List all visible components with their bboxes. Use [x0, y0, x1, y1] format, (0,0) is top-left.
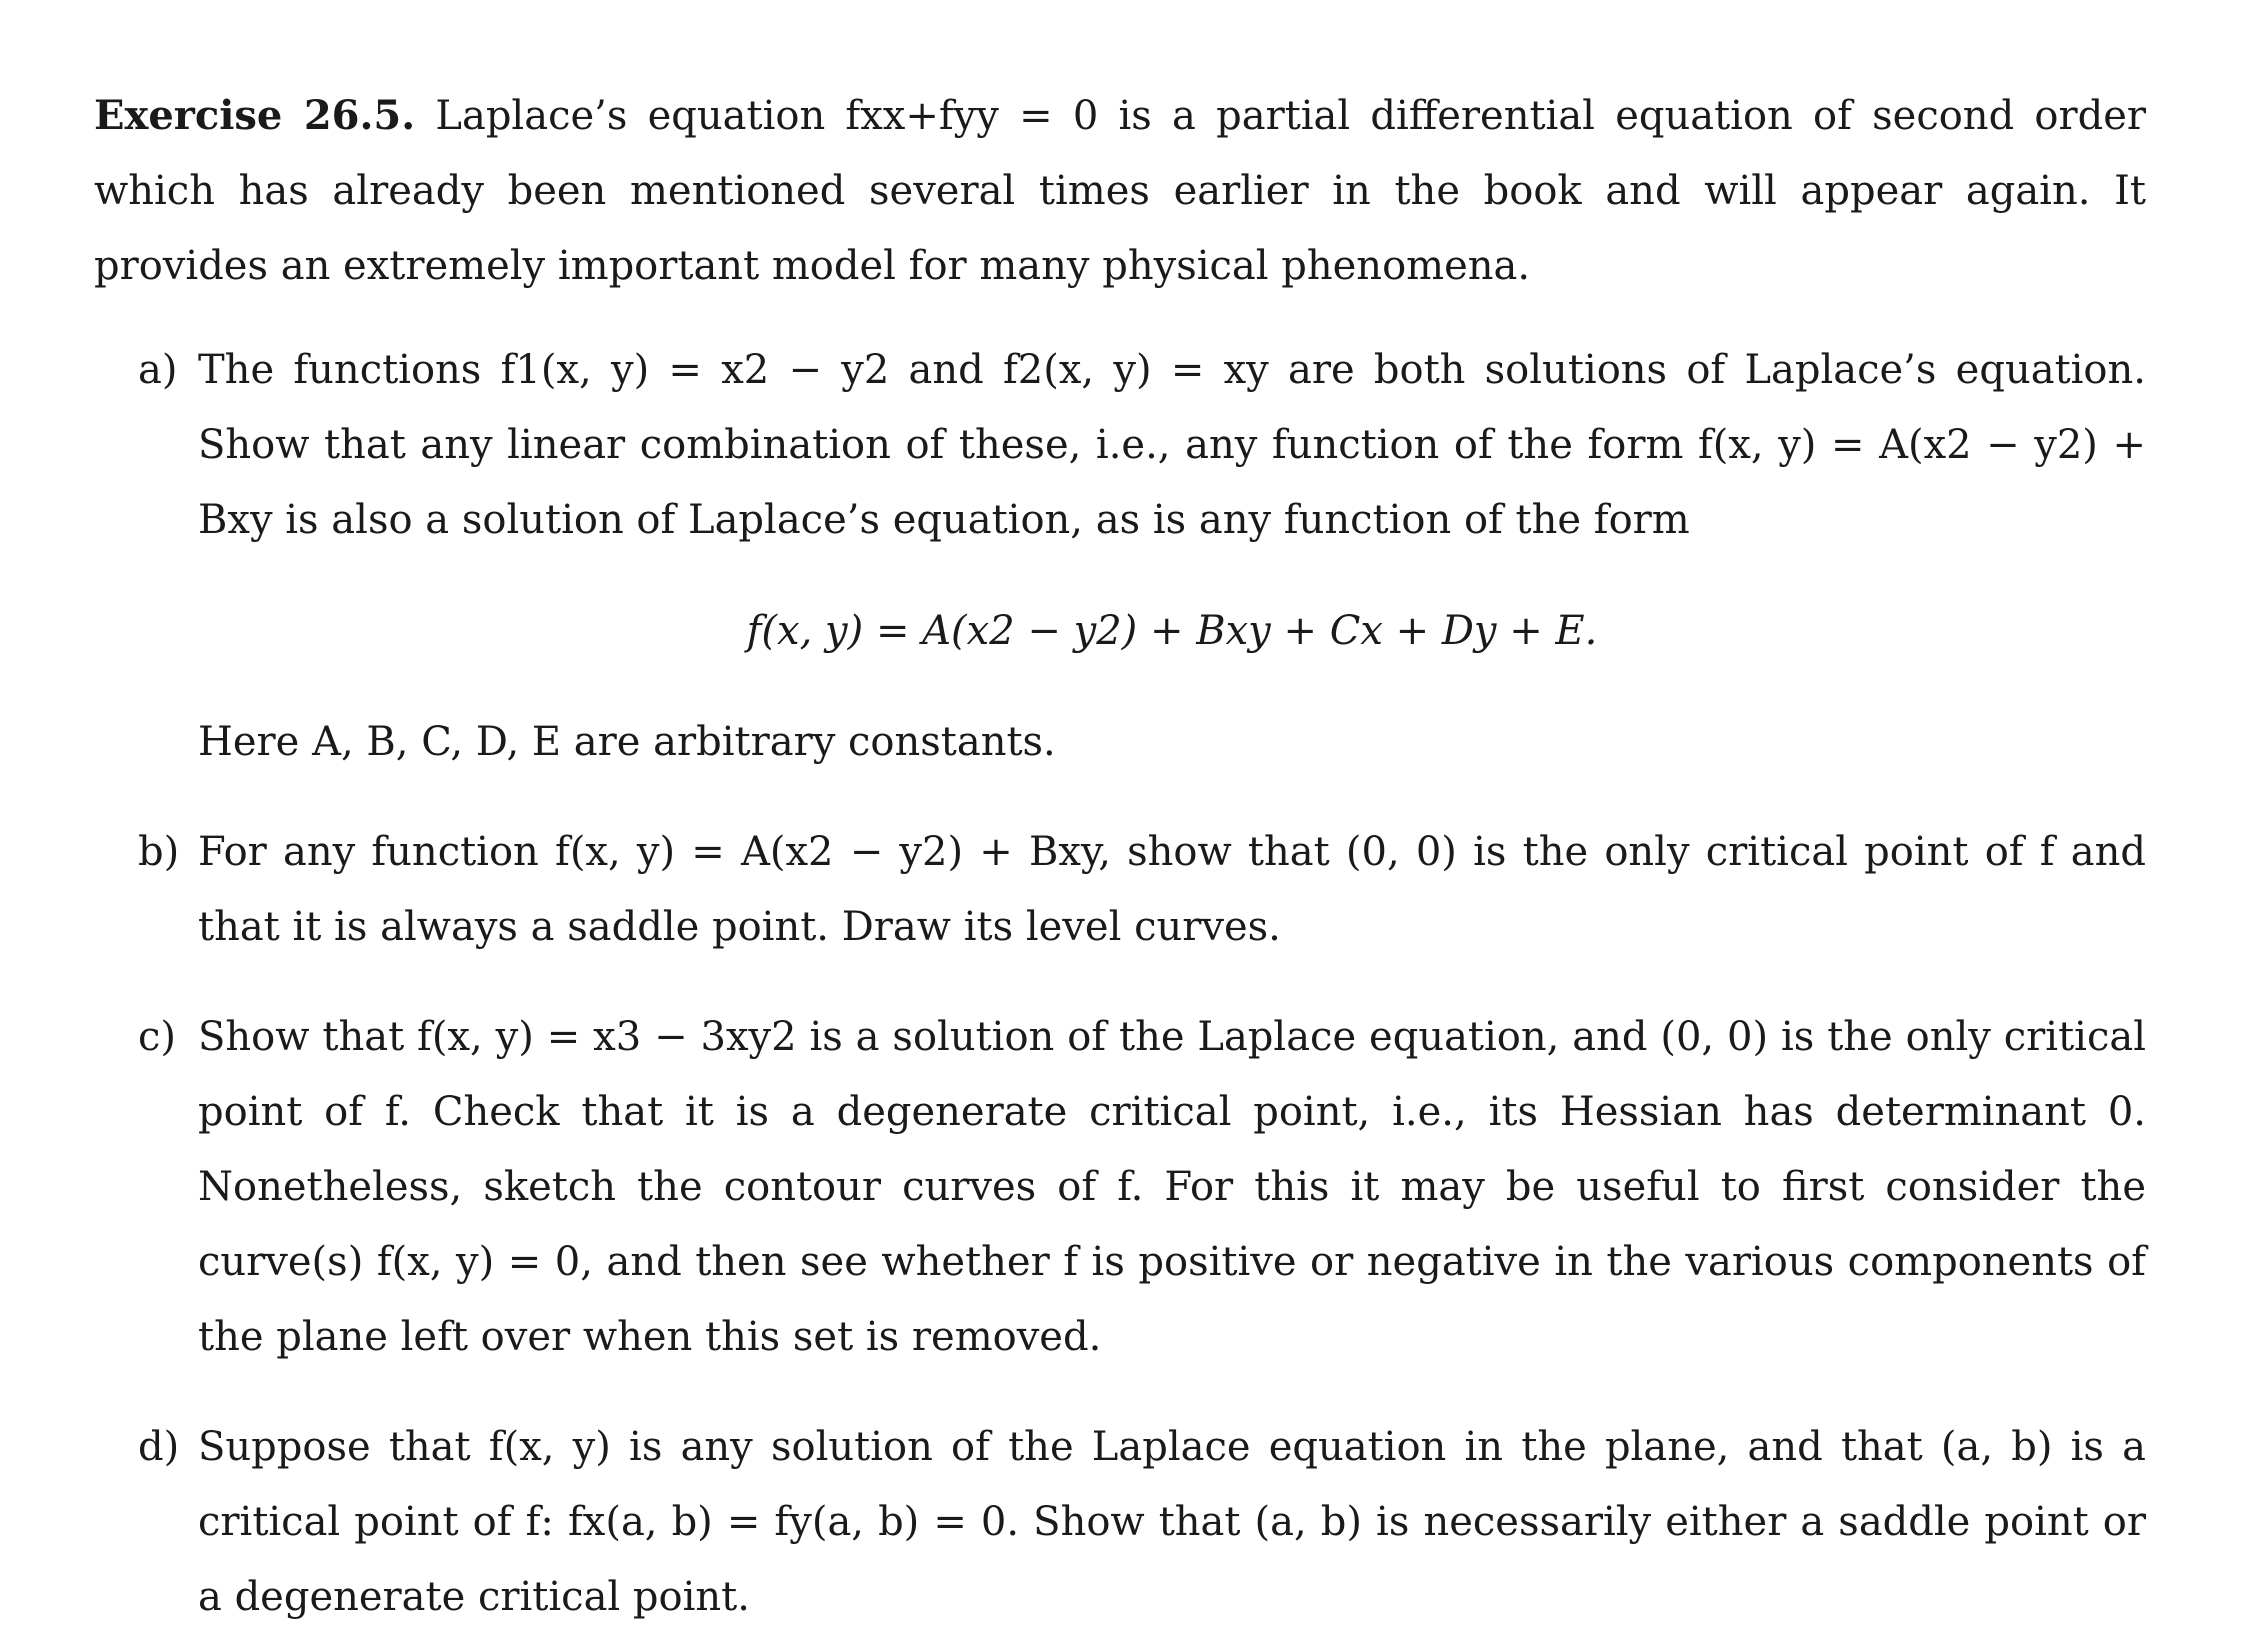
- part-a: [94, 333, 2146, 558]
- part-b-label: b): [138, 829, 180, 875]
- exercise-page: [94, 78, 2146, 1635]
- exercise-intro: [94, 78, 2146, 304]
- part-d-label: d): [138, 1424, 180, 1470]
- intro-text: Laplace’s equation fxx+fyy = 0 is a partial differential equation of second order which has already been mentioned several times earlier in the book and will appear again. It provides an extremely important model for many physical phenomena.: [94, 93, 2147, 289]
- display-equation: f(x, y) = A(x2 − y2) + Bxy + Cx + Dy + E.: [746, 608, 1598, 654]
- exercise-title: Exercise 26.5.: [94, 92, 416, 139]
- part-c: [94, 1000, 2146, 1375]
- part-a-after-text: Here A, B, C, D, E are arbitrary constants.: [198, 719, 1056, 765]
- part-a-after: [94, 705, 2146, 780]
- part-a-equation: [198, 594, 2146, 669]
- part-c-text: Show that f(x, y) = x3 − 3xy2 is a solution of the Laplace equation, and (0, 0) is the only critical point of f. Check that it is a degenerate critical point, i.e., its Hessian has determinant 0. Nonetheless, sketch the contour curves of f. For this it may be useful to first consider the curve(s) f(x, y) = 0, and then see whether f is positive or negative in the various components of the plane left over when this set is removed.: [198, 1014, 2146, 1360]
- part-b-text: For any function f(x, y) = A(x2 − y2) + Bxy, show that (0, 0) is the only critical point of f and that it is always a saddle point. Draw its level curves.: [198, 829, 2146, 950]
- part-a-text: The functions f1(x, y) = x2 − y2 and f2(x, y) = xy are both solutions of Laplace’s equation. Show that any linear combination of these, i.e., any function of the form f(x, y) = A(x2 − y2) + Bxy is also a solution of Laplace’s equation, as is any function of the form: [198, 347, 2146, 543]
- part-b: [94, 815, 2146, 965]
- part-a-label: a): [138, 347, 178, 393]
- part-c-label: c): [138, 1014, 177, 1060]
- part-d: [94, 1410, 2146, 1635]
- part-d-text: Suppose that f(x, y) is any solution of the Laplace equation in the plane, and that (a, b) is a critical point of f: fx(a, b) = fy(a, b) = 0. Show that (a, b) is necessarily either a saddle point or a degenerate critical point.: [198, 1424, 2146, 1620]
